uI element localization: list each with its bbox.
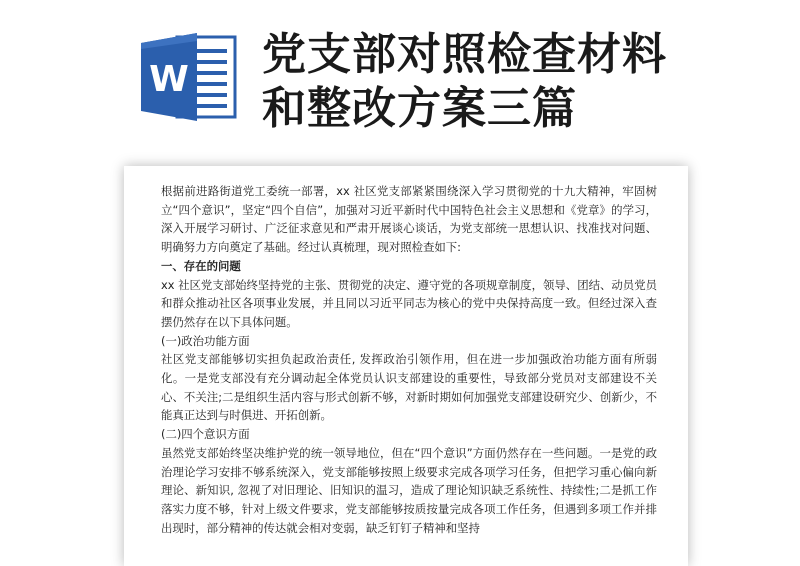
word-document-icon bbox=[139, 33, 239, 121]
section-heading-problems: 一、存在的问题 bbox=[161, 258, 241, 273]
page-title-line-2: 和整改方案三篇 bbox=[262, 83, 577, 134]
page-title-line-1: 党支部对照检查材料 bbox=[262, 29, 667, 80]
document-page-preview bbox=[124, 166, 688, 566]
paragraph-intro: 根据前进路街道党工委统一部署，xx 社区党支部紧紧围绕深入学习贯彻党的十九大精神，牢固树立“四个意识”，坚定“四个自信”，加强对习近平新时代中国特色社会主义思想和《党章》的学习，深入开展学习研讨、广泛征求意见和严肃开展谈心谈话，为党支部统一思想认识、找准找对问题、明确努力方向奠定了基础。经过认真梳理，现对照检查如下: bbox=[161, 184, 657, 255]
word-icon-letter: W bbox=[149, 59, 189, 100]
paragraph-political-function: 社区党支部能够切实担负起政治责任, 发挥政治引领作用，但在进一步加强政治功能方面有所弱化。一是党支部没有充分调动起全体党员认识支部建设的重要性，导致部分党员对支部建设不关心、不关注;二是组织生活内容与形式创新不够，对新时期如何加强党支部建设研究少、创新少，不能真正达到与时俱进、开拓创新。 bbox=[161, 352, 657, 423]
page-title bbox=[262, 28, 782, 136]
subheading-political-function: (一)政治功能方面 bbox=[161, 333, 250, 348]
header bbox=[0, 0, 800, 150]
document-body bbox=[161, 182, 657, 537]
subheading-four-consciousness: (二)四个意识方面 bbox=[161, 427, 250, 442]
paragraph-four-consciousness: 虽然党支部始终坚决维护党的统一领导地位，但在“四个意识”方面仍然存在一些问题。一是党的政治理论学习安排不够系统深入，党支部能够按照上级要求完成各项学习任务，但把学习重心偏向新理论、新知识, 忽视了对旧理论、旧知识的温习，造成了理论知识缺乏系统性、持续性;二是抓工作落实力度不够，针对上级文件要求，党支部能够按质按量完成各项工作任务，但遇到多项工作并排出现时，部分精神的传达就会相对变弱，缺乏钉钉子精神和坚持 bbox=[161, 445, 657, 535]
paragraph-problems: xx 社区党支部始终坚持党的主张、贯彻党的决定、遵守党的各项规章制度，领导、团结、动员党员和群众推动社区各项事业发展，并且同以习近平同志为核心的党中央保持高度一致。但经过深入查摆仍然存在以下具体问题。 bbox=[161, 277, 657, 329]
